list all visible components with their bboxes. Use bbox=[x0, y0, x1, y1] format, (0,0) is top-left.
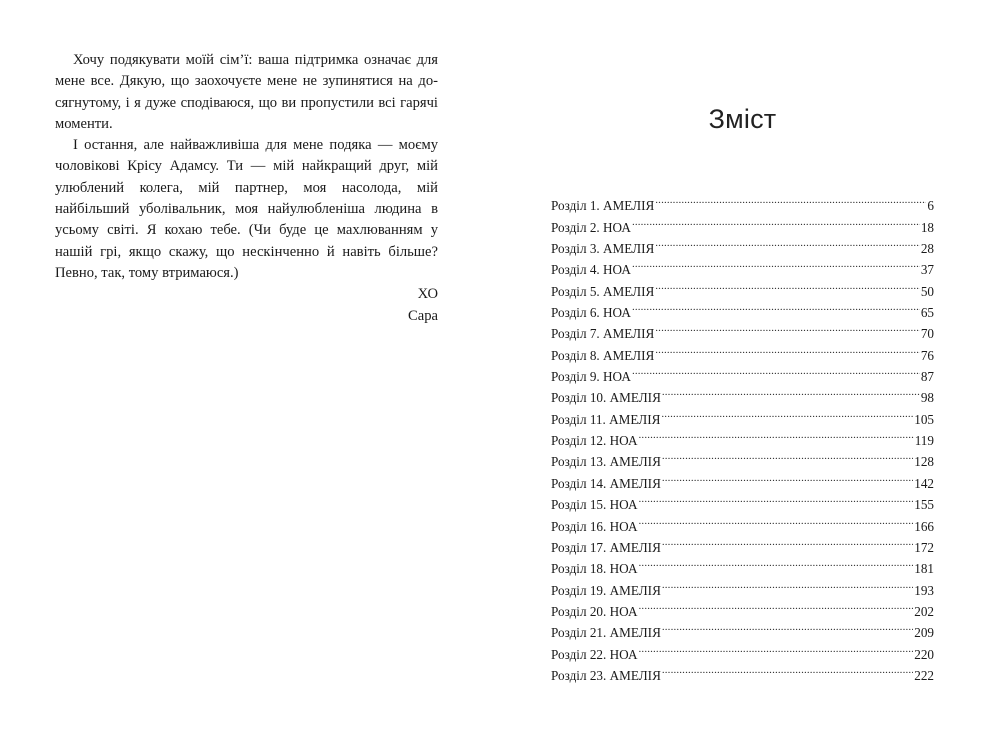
toc-dot-leader bbox=[639, 488, 914, 509]
toc-dot-leader bbox=[632, 253, 920, 274]
toc-entry-page-number: 98 bbox=[920, 390, 934, 406]
toc-entry-label: Розділ 20. НОА bbox=[551, 603, 638, 619]
toc-entry-page-number: 202 bbox=[914, 603, 934, 619]
toc-entry-label: Розділ 2. НОА bbox=[551, 219, 631, 235]
toc-entry-page-number: 87 bbox=[920, 369, 934, 385]
table-of-contents-page bbox=[551, 0, 934, 740]
toc-entry-label: Розділ 8. АМЕЛІЯ bbox=[551, 347, 655, 363]
toc-entry-label: Розділ 6. НОА bbox=[551, 305, 631, 321]
toc-entry-page-number: 65 bbox=[920, 305, 934, 321]
toc-entry-label: Розділ 23. АМЕЛІЯ bbox=[551, 667, 661, 683]
toc-dot-leader bbox=[655, 189, 926, 210]
toc-entry-page-number: 220 bbox=[914, 646, 934, 662]
toc-dot-leader bbox=[639, 424, 914, 445]
toc-entry-page-number: 166 bbox=[914, 518, 934, 534]
acknowledgements-page bbox=[55, 50, 438, 327]
toc-entry-label: Розділ 22. НОА bbox=[551, 646, 638, 662]
toc-dot-leader bbox=[662, 573, 913, 594]
toc-dot-leader bbox=[661, 402, 913, 423]
toc-entry-label: Розділ 4. НОА bbox=[551, 262, 631, 278]
toc-entry-label: Розділ 5. АМЕЛІЯ bbox=[551, 283, 655, 299]
toc-entry-label: Розділ 11. АМЕЛІЯ bbox=[551, 411, 661, 427]
toc-entry-label: Розділ 9. НОА bbox=[551, 369, 631, 385]
toc-dot-leader bbox=[632, 360, 920, 381]
toc-entry-label: Розділ 18. НОА bbox=[551, 561, 638, 577]
signoff: ХО bbox=[417, 286, 438, 303]
toc-entry-page-number: 76 bbox=[920, 347, 934, 363]
toc-entry-label: Розділ 21. АМЕЛІЯ bbox=[551, 625, 661, 641]
toc-entry-page-number: 28 bbox=[920, 241, 934, 257]
toc-dot-leader bbox=[655, 338, 920, 359]
toc-entry-page-number: 172 bbox=[914, 539, 934, 555]
toc-entry-label: Розділ 7. АМЕЛІЯ bbox=[551, 326, 655, 342]
toc-entry-page-number: 70 bbox=[920, 326, 934, 342]
toc-entry-page-number: 6 bbox=[927, 198, 934, 214]
toc-entry-page-number: 155 bbox=[914, 497, 934, 513]
toc-entry-label: Розділ 15. НОА bbox=[551, 497, 638, 513]
toc-entry-page-number: 193 bbox=[914, 582, 934, 598]
toc-dot-leader bbox=[662, 381, 920, 402]
toc-entry-label: Розділ 17. АМЕЛІЯ bbox=[551, 539, 661, 555]
toc-entry-page-number: 181 bbox=[914, 561, 934, 577]
toc-entry-label: Розділ 3. АМЕЛІЯ bbox=[551, 241, 655, 257]
toc-entry-page-number: 105 bbox=[914, 411, 934, 427]
toc-dot-leader bbox=[632, 210, 920, 231]
toc-title: Зміст bbox=[708, 104, 777, 134]
toc-entry-label: Розділ 13. АМЕЛІЯ bbox=[551, 454, 661, 470]
toc-entry-page-number: 18 bbox=[920, 219, 934, 235]
toc-entry-page-number: 222 bbox=[914, 667, 934, 683]
toc-list bbox=[551, 189, 934, 683]
author-signature: Сара bbox=[408, 307, 438, 324]
toc-dot-leader bbox=[662, 445, 913, 466]
toc-dot-leader bbox=[639, 595, 914, 616]
toc-dot-leader bbox=[662, 466, 913, 487]
toc-dot-leader bbox=[632, 296, 920, 317]
toc-entry-label: Розділ 14. АМЕЛІЯ bbox=[551, 475, 661, 491]
toc-dot-leader bbox=[639, 552, 914, 573]
toc-dot-leader bbox=[662, 659, 913, 680]
toc-entry-label: Розділ 12. НОА bbox=[551, 433, 638, 449]
toc-entry bbox=[551, 189, 934, 214]
toc-dot-leader bbox=[655, 317, 920, 338]
toc-dot-leader bbox=[655, 274, 920, 295]
toc-dot-leader bbox=[662, 531, 913, 552]
toc-entry-label: Розділ 16. НОА bbox=[551, 518, 638, 534]
toc-entry-page-number: 37 bbox=[920, 262, 934, 278]
toc-entry-label: Розділ 10. АМЕЛІЯ bbox=[551, 390, 661, 406]
toc-entry-label: Розділ 19. АМЕЛІЯ bbox=[551, 582, 661, 598]
toc-dot-leader bbox=[639, 509, 914, 530]
toc-entry-label: Розділ 1. АМЕЛІЯ bbox=[551, 198, 655, 214]
toc-dot-leader bbox=[655, 232, 920, 253]
toc-dot-leader bbox=[639, 637, 914, 658]
toc-entry-page-number: 209 bbox=[914, 625, 934, 641]
toc-entry-page-number: 119 bbox=[914, 433, 934, 449]
toc-dot-leader bbox=[662, 616, 913, 637]
toc-entry-page-number: 128 bbox=[914, 454, 934, 470]
toc-entry-page-number: 50 bbox=[920, 283, 934, 299]
acknowledgement-paragraph-husband: І остання, але найважливіша для мене подяка — моєму чоловікові Крісу Адамсу. Ти — мій найкращий друг, мій улюблений колега, мій партнер, моя насолода, мій найбільший уболівальник, моя найулюбленіша людина в усьому світі. Я кохаю тебе. (Чи буде це махлюванням у нашій грі, якщо скажу, що нескінченно й навіть більше? Певно, так, тому втримаюся.) bbox=[55, 137, 438, 281]
toc-entry-page-number: 142 bbox=[914, 475, 934, 491]
acknowledgement-paragraph-family: Хочу подякувати моїй сім’ї: ваша підтримка означає для мене все. Дякую, що заохочуєте мене не зупинятися на досягнутому, і я дуже сподіваюся, що ви пропустили всі гарячі моменти. bbox=[55, 52, 438, 132]
